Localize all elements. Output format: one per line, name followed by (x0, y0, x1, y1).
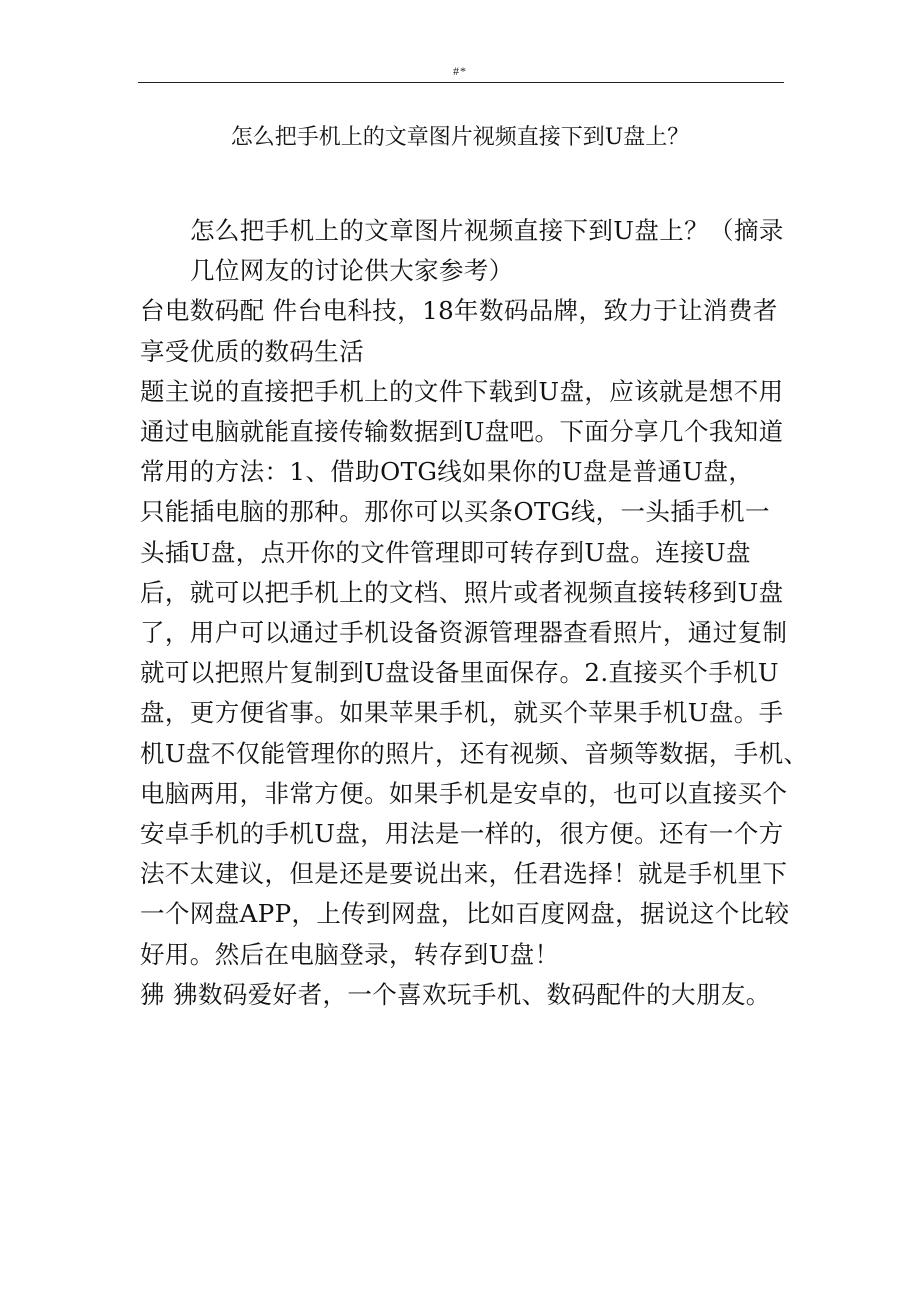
text-line: 台电数码配 件台电科技，18年数码品牌，致力于让消费者 (140, 296, 778, 326)
text-line: 几位网友的讨论供大家参考） (190, 256, 514, 286)
paragraph-answer-author-1 (140, 291, 780, 371)
text-line: 只能插电脑的那种。那你可以买条OTG线，一头插手机一 (140, 497, 770, 527)
header-mark: #* (453, 64, 467, 78)
text-line: 就可以把照片复制到U盘设备里面保存。2.直接买个手机U (140, 658, 779, 688)
text-line: 盘，更方便省事。如果苹果手机，就买个苹果手机U盘。手 (140, 698, 784, 728)
text-line: 享受优质的数码生活 (140, 336, 365, 366)
header-rule (138, 82, 784, 83)
document-body (140, 211, 809, 1015)
text-line: 好用。然后在电脑登录，转存到U盘！ (140, 939, 560, 969)
paragraph-answer-body (140, 372, 809, 975)
text-line: 头插U盘，点开你的文件管理即可转存到U盘。连接U盘 (140, 537, 751, 567)
text-line: 法不太建议，但是还是要说出来，任君选择！就是手机里下 (140, 859, 788, 889)
text-line: 后，就可以把手机上的文档、照片或者视频直接转移到U盘 (140, 577, 784, 607)
text-line: 怎么把手机上的文章图片视频直接下到U盘上？（摘录 (190, 216, 784, 245)
text-line: 狒 狒数码爱好者，一个喜欢玩手机、数码配件的大朋友。 (140, 979, 771, 1009)
text-line: 常用的方法：1、借助OTG线如果你的U盘是普通U盘， (140, 457, 754, 487)
text-line: 一个网盘APP，上传到网盘，比如百度网盘，据说这个比较 (140, 899, 790, 929)
text-line: 题主说的直接把手机上的文件下载到U盘，应该就是想不用 (140, 376, 784, 406)
text-line: 通过电脑就能直接传输数据到U盘吧。下面分享几个我知道 (140, 417, 784, 447)
text-line: 电脑两用，非常方便。如果手机是安卓的，也可以直接买个 (140, 778, 788, 808)
paragraph-answer-author-2 (140, 975, 780, 1015)
text-line: 机U盘不仅能管理你的照片，还有视频、音频等数据，手机、 (140, 738, 809, 768)
paragraph-intro (140, 211, 784, 291)
text-line: 安卓手机的手机U盘，用法是一样的，很方便。还有一个方 (140, 819, 784, 849)
document-title: 怎么把手机上的文章图片视频直接下到U盘上？ (230, 125, 690, 150)
text-line: 了，用户可以通过手机设备资源管理器查看照片，通过复制 (140, 618, 788, 648)
